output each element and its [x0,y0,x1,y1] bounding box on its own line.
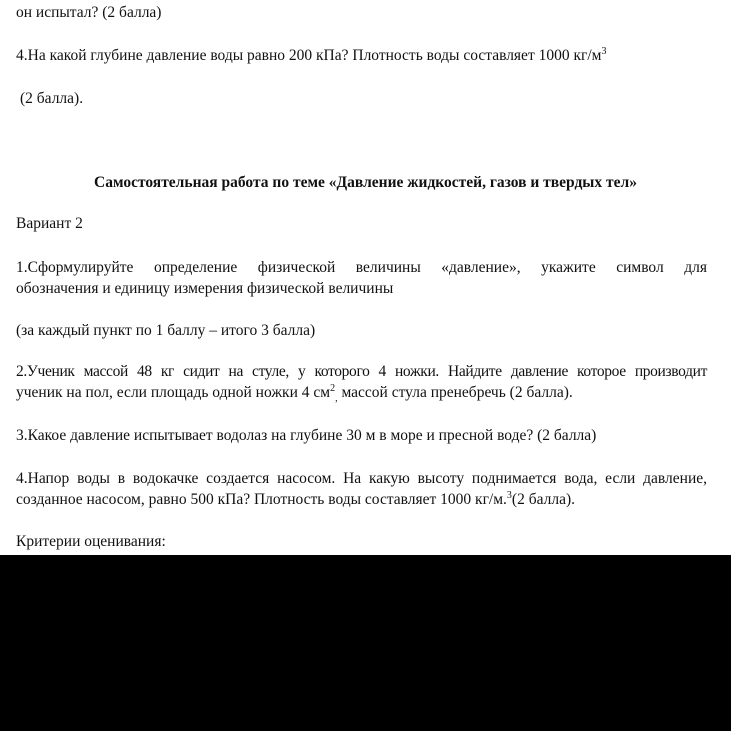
question-4-text: созданное насосом, равно 500 кПа? Плотность воды составляет 1000 кг/м. [16,491,507,508]
question-1-points: (за каждый пункт по 1 баллу – итого 3 балла) [16,322,316,339]
prev-question-4-points: (2 балла). [20,90,84,107]
question-1-line-1: 1.Сформулируйте определение физической величины «давление», укажите символ для [16,259,707,276]
page-title: Самостоятельная работа по теме «Давление жидкостей, газов и твердых тел» [94,174,637,191]
question-2-text-end: массой стула пренебречь (2 балла). [337,384,573,401]
question-2-line-2 [16,382,707,403]
question-2-superscript: 2 [330,382,336,394]
question-2-line-1: 2.Ученик массой 48 кг сидит на стуле, у которого 4 ножки. Найдите давление которое производит [16,363,707,380]
prev-question-4-text: 4.На какой глубине давление воды равно 200 кПа? Плотность воды составляет 1000 кг/м [16,47,602,64]
question-3: 3.Какое давление испытывает водолаз на глубине 30 м в море и пресной воде? (2 балла) [16,427,597,444]
question-1-line-2: обозначения и единицу измерения физической величины [16,280,394,297]
question-2-text: ученик на пол, если площадь одной ножки 4 см [16,384,331,401]
question-4-text-end: (2 балла). [511,491,575,508]
blank-black-area [0,555,731,731]
question-4-superscript: 3 [506,489,512,501]
question-4-line-1: 4.Напор воды в водокачке создается насосом. На какую высоту поднимается вода, если давление, [16,470,707,487]
question-2-subscript: , [335,393,338,405]
prev-question-4 [16,45,707,66]
variant-label: Вариант 2 [16,215,83,232]
question-4-line-2 [16,489,707,510]
criteria-heading: Критерии оценивания: [16,533,166,550]
prev-question-4-superscript: 3 [601,45,607,57]
prev-question-tail: он испытал? (2 балла) [16,4,162,21]
